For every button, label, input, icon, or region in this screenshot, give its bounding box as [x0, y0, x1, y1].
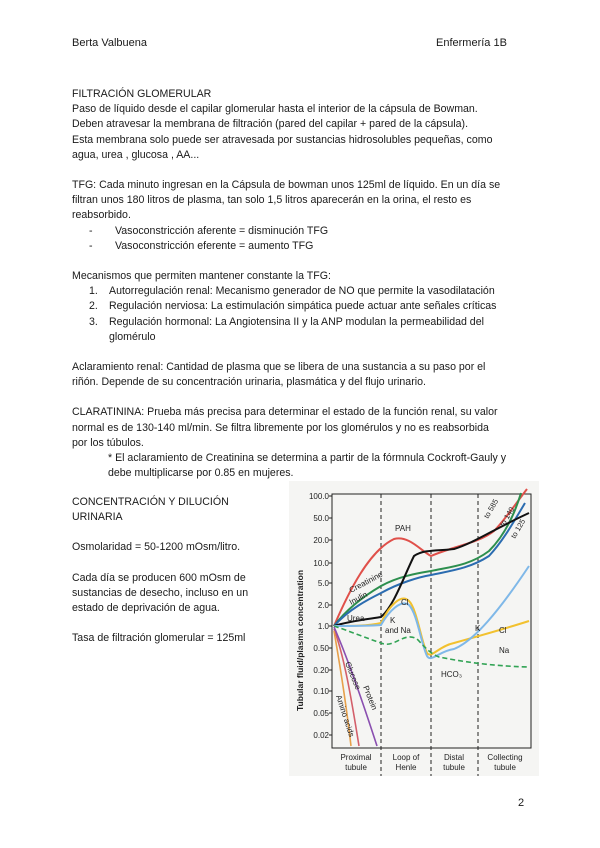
segment-label-loop: Loop of	[392, 753, 420, 762]
page-number: 2	[518, 797, 525, 809]
text-line: CLARATININA: Prueba más precisa para determinar el estado de la función renal, su valor	[72, 406, 498, 419]
label-amino-acids: Amino acids	[334, 693, 357, 739]
bullet-item: - Vasoconstricción eferente = aumento TFG	[72, 239, 532, 254]
text-line: Esta membrana solo puede ser atravesada por sustancias hidrosolubles pequeñas, como	[72, 133, 493, 146]
y-tick: 0.10	[313, 687, 329, 696]
segment-label-loop-2: Henle	[395, 763, 417, 772]
segment-label-collecting-2: tubule	[494, 763, 516, 772]
label-to-585: to 585	[481, 497, 501, 520]
text-line: normal es de 130-140 ml/min. Se filtra libremente por los glomérulos y no es reabsorbida	[72, 421, 489, 434]
label-and-na: and Na	[385, 626, 411, 635]
osmolaridad-text: Osmolaridad = 50-1200 mOsm/litro.	[72, 541, 241, 554]
text-line: riñón. Depende de su concentración urinaria, plasmática y del flujo urinario.	[72, 376, 426, 389]
header-author: Berta Valbuena	[72, 37, 148, 49]
segment-label-distal-2: tubule	[443, 763, 465, 772]
label-k-collecting: K	[475, 624, 481, 633]
section-title-filtracion: FILTRACIÓN GLOMERULAR	[72, 88, 212, 100]
segment-label-proximal-2: tubule	[345, 763, 367, 772]
y-tick: 50.0	[313, 514, 329, 523]
text-line: por los túbulos.	[72, 436, 144, 449]
numbered-item: 1. Autorregulación renal: Mecanismo generador de NO que permite la vasodilatación	[89, 285, 495, 298]
label-na-collecting: Na	[499, 646, 510, 655]
text-line: Cada día se producen 600 mOsm de	[72, 571, 246, 584]
label-hco3: HCO₃	[441, 670, 463, 679]
text-line: estado de deprivación de agua.	[72, 602, 220, 615]
y-tick: 0.50	[313, 644, 329, 653]
y-tick: 5.0	[317, 579, 329, 588]
bullet-text: Vasoconstricción aferente = disminución TFG	[115, 224, 329, 237]
text-line: sustancias de desecho, incluso en un	[72, 586, 249, 599]
text-line: Deben atravesar la membrana de filtración (pared del capilar + pared de la cápsula).	[72, 118, 469, 131]
label-to-140: to 140	[497, 505, 517, 528]
y-tick: 2.0	[317, 601, 329, 610]
section-title-concentracion: CONCENTRACIÓN Y DILUCIÓN	[72, 496, 229, 508]
numbered-item-cont: glomérulo	[109, 330, 156, 343]
y-tick: 10.0	[313, 559, 329, 568]
main-text	[72, 87, 532, 481]
segment-label-collecting: Collecting	[487, 753, 523, 762]
y-tick: 0.05	[313, 709, 329, 718]
header-course: Enfermería 1B	[436, 37, 507, 49]
label-pah: PAH	[395, 524, 411, 533]
bullet-text: Vasoconstricción eferente = aumento TFG	[115, 239, 314, 252]
concentration-column	[72, 495, 272, 646]
text-line: Paso de líquido desde el capilar glomerular hasta el interior de la cápsula de Bowman.	[72, 103, 478, 116]
label-creatinine: Creatinine	[347, 569, 385, 595]
text-line: filtran unos 180 litros de plasma, tan solo 1,5 litros aparecerán en la orina, el resto es	[72, 194, 472, 207]
text-line: Mecanismos que permiten mantener constante la TFG:	[72, 270, 331, 283]
label-glucose: Glucose	[343, 660, 363, 691]
note-line: debe multiplicarse por 0.85 en mujeres.	[108, 467, 294, 480]
figure-svg	[289, 481, 539, 776]
tubular-concentration-figure	[289, 481, 539, 776]
y-tick: 20.0	[313, 536, 329, 545]
y-tick: 0.20	[313, 666, 329, 675]
y-axis-label: Tubular fluid/plasma concentration	[295, 569, 305, 711]
label-urea: Urea	[347, 614, 365, 623]
y-tick: 0.02	[313, 731, 329, 740]
label-protein: Protein	[361, 684, 379, 712]
label-to-125: to 125	[508, 517, 528, 540]
label-cl-collecting: Cl	[499, 626, 507, 635]
numbered-item: 2. Regulación nerviosa: La estimulación simpática puede actuar ante señales críticas	[89, 300, 497, 313]
y-tick: 100.0	[308, 492, 329, 501]
segment-label-distal: Distal	[443, 753, 465, 762]
text-line: agua, urea , glucosa , AA...	[72, 148, 200, 161]
note-line: * El aclaramiento de Creatinina se determina a partir de la fórmnula Cockroft-Gauly y	[108, 452, 507, 465]
y-tick: 1.0	[317, 622, 329, 631]
label-k-loop: K	[390, 616, 396, 625]
text-line: TFG: Cada minuto ingresan en la Cápsula de bowman unos 125ml de líquido. En un día se	[72, 179, 501, 192]
tasa-text: Tasa de filtración glomerular = 125ml	[72, 632, 246, 645]
text-line: Aclaramiento renal: Cantidad de plasma que se libera de una sustancia a su paso por el	[72, 361, 486, 374]
bullet-item: - Vasoconstricción aferente = disminución TFG	[72, 224, 532, 239]
text-line: reabsorbido.	[72, 209, 131, 222]
label-cl-loop: Cl	[401, 598, 409, 607]
section-title-concentracion-2: URINARIA	[72, 511, 123, 524]
numbered-item: 3. Regulación hormonal: La Angiotensina II y la ANP modulan la permeabilidad del	[89, 315, 484, 328]
label-inulin: Inulin	[347, 589, 369, 607]
segment-label-proximal: Proximal	[340, 753, 372, 762]
